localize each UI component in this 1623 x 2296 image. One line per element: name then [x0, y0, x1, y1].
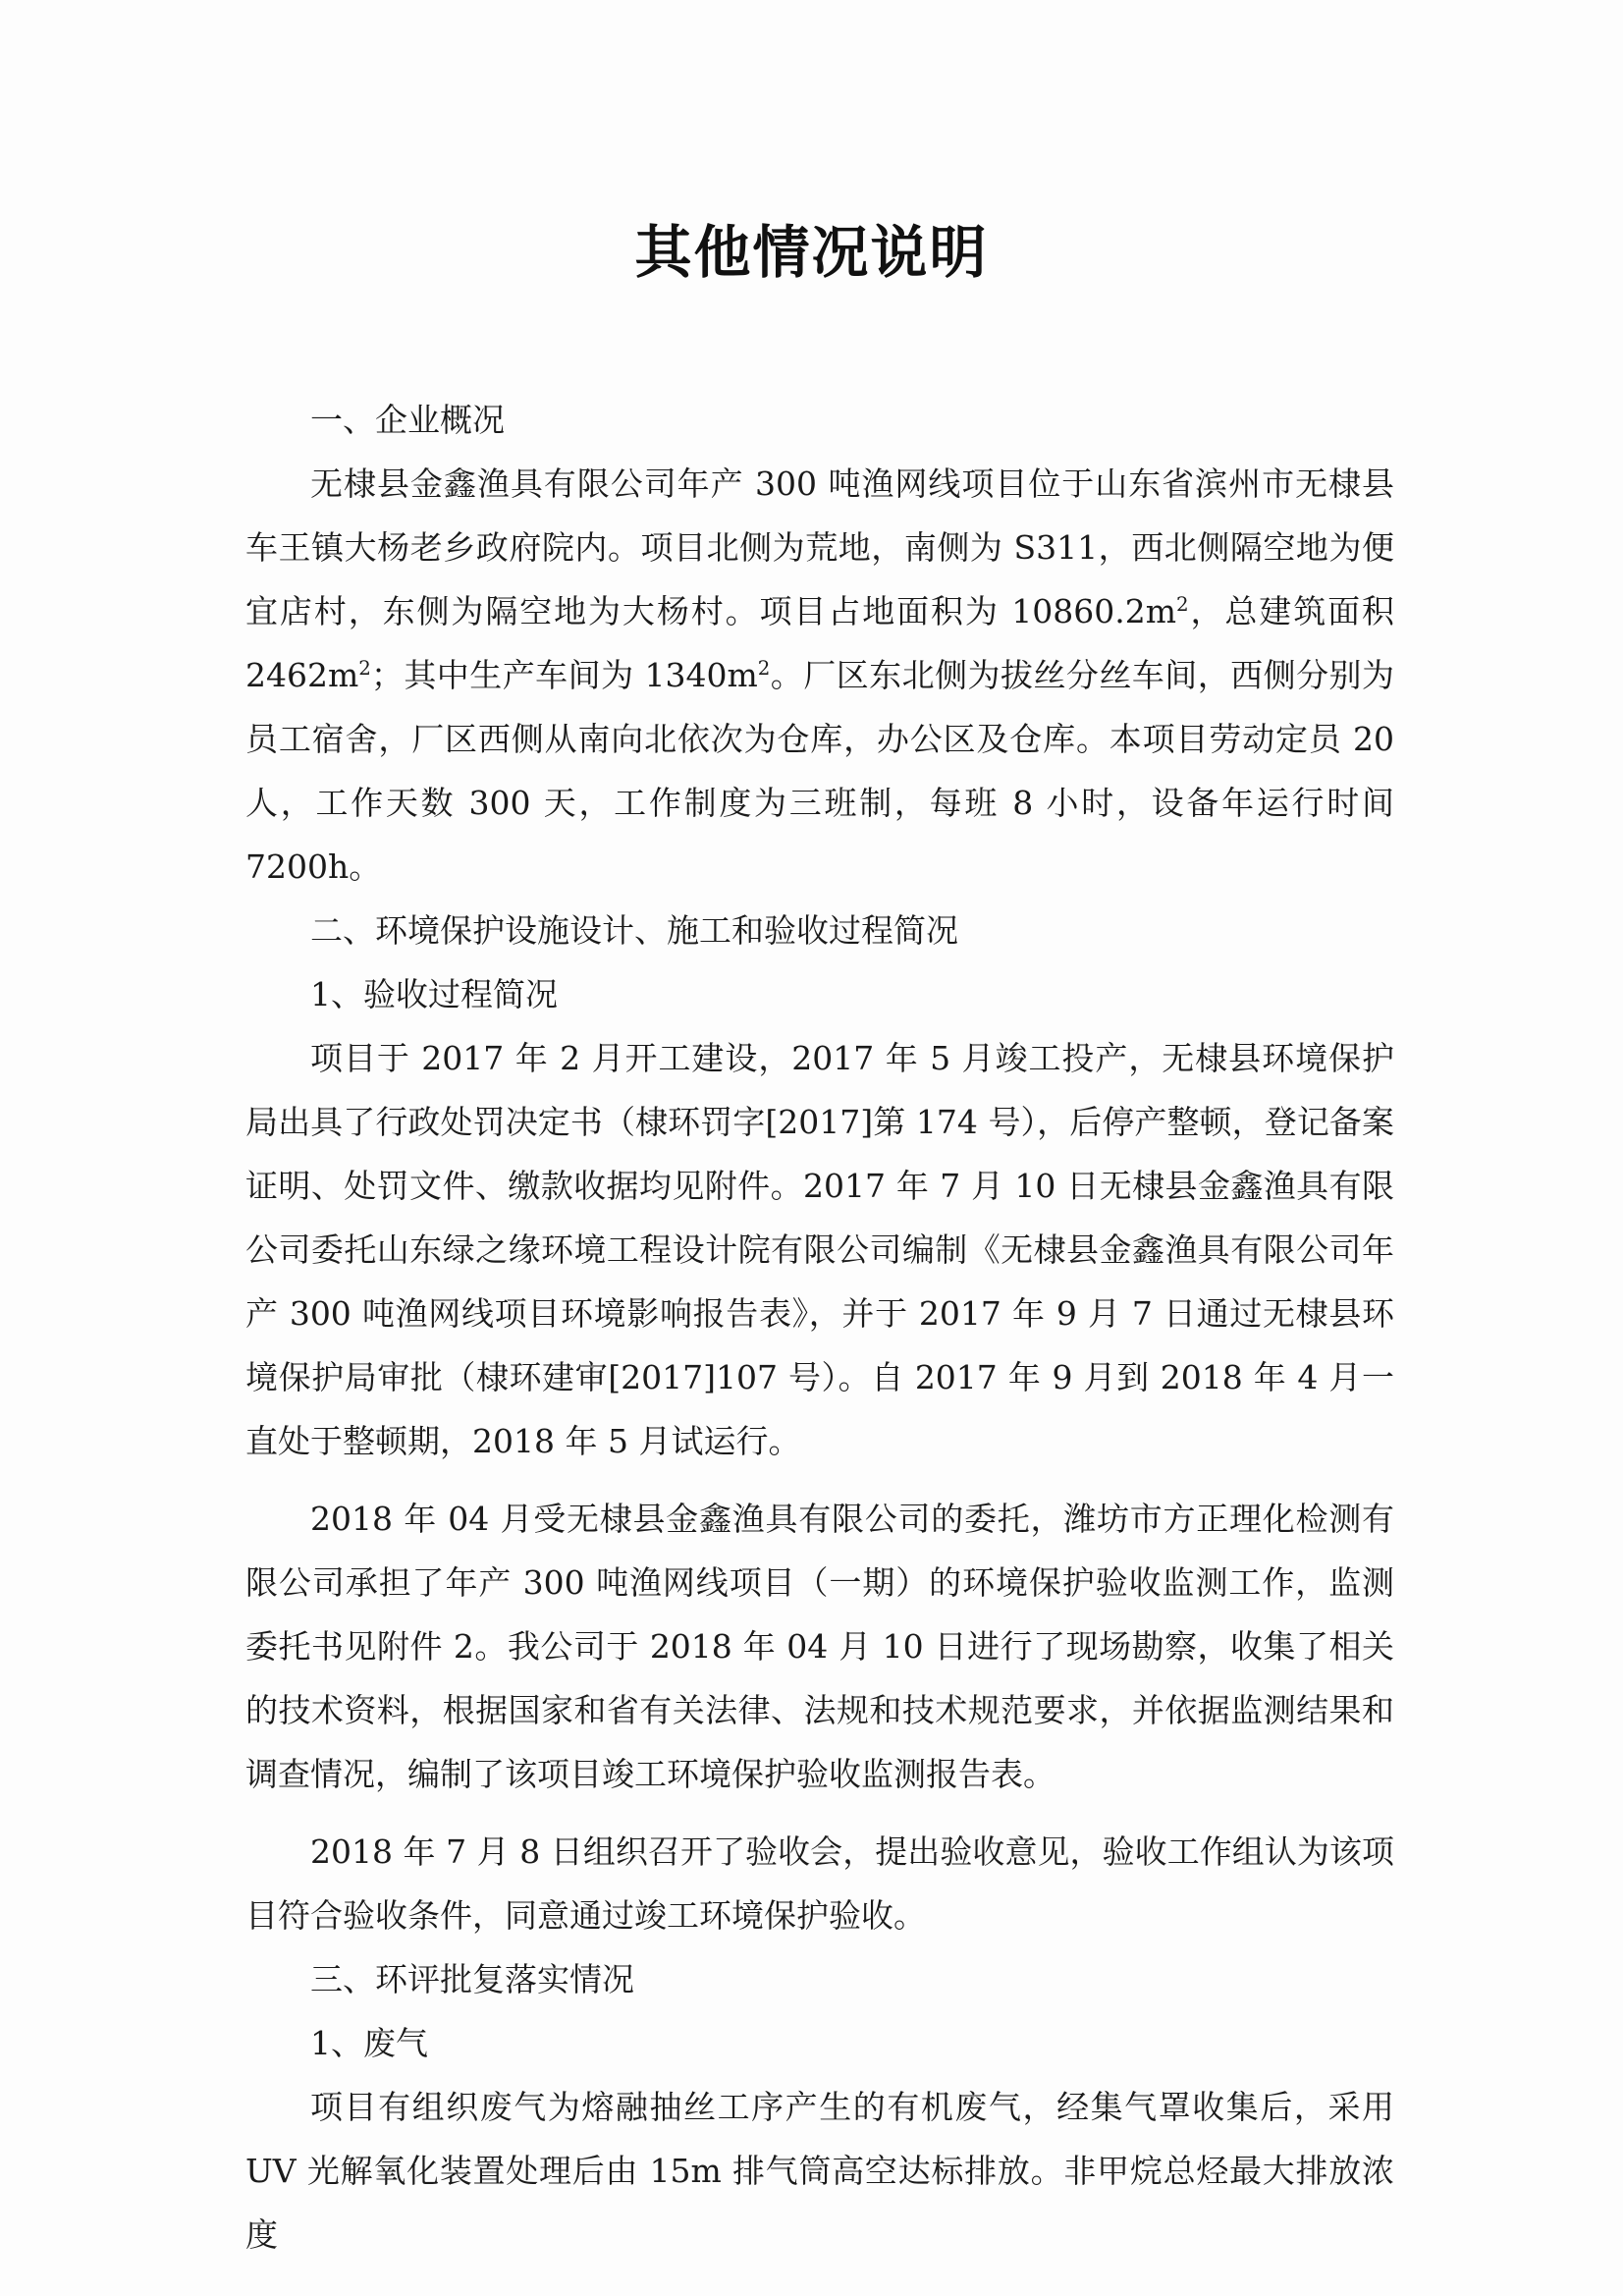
text-span: 。厂区东北侧为拔丝分丝车间，西侧分别为员工宿舍，厂区西侧从南向北依次为仓库，办公区及仓库。本项目劳动定员 20 人，工作天数 300 天，工作制度为三班制，每班 8 小时，设备年运行时间 7200h。 [245, 656, 1395, 886]
text-span: 无棣县金鑫渔具有限公司年产 300 吨渔网线项目位于山东省滨州市无棣县车王镇大杨老乡政府院内。项目北侧为荒地，南侧为 S311，西北侧隔空地为便宜店村，东侧为隔空地为大杨村。项目占地面积为 10860.2m [245, 465, 1394, 630]
superscript: 2 [757, 657, 771, 680]
section-heading-1: 一、企业概况 [310, 401, 505, 439]
text-span: ；其中生产车间为 1340m [370, 656, 758, 694]
superscript: 2 [358, 657, 371, 680]
paragraph-monitoring-commission: 2018 年 04 月受无棣县金鑫渔具有限公司的委托，潍坊市方正理化检测有限公司承担了年产 300 吨渔网线项目（一期）的环境保护验收监测工作，监测委托书见附件 2。我公司于 2018 年 04 月 10 日进行了现场勘察，收集了相关的技术资料，根据国家和省有关法律、法规和技术规范要求，并依据监测结果和调查情况，编制了该项目竣工环境保护验收监测报告表。 [245, 1500, 1394, 1793]
subsection-heading-exhaust: 1、废气 [310, 2024, 428, 2062]
section-heading-2: 二、环境保护设施设计、施工和验收过程简况 [310, 911, 958, 950]
paragraph-acceptance-meeting: 2018 年 7 月 8 日组织召开了验收会，提出验收意见，验收工作组认为该项目符合验收条件，同意通过竣工环境保护验收。 [245, 1832, 1394, 1935]
paragraph-acceptance-process: 项目于 2017 年 2 月开工建设，2017 年 5 月竣工投产，无棣县环境保护局出具了行政处罚决定书（棣环罚字[2017]第 174 号），后停产整顿，登记备案证明、处罚文件、缴款收据均见附件。2017 年 7 月 10 日无棣县金鑫渔具有限公司委托山东绿之缘环境工程设计院有限公司编制《无棣县金鑫渔具有限公司年产 300 吨渔网线项目环境影响报告表》，并于 2017 年 9 月 7 日通过无棣县环境保护局审批（棣环建审[2017]107 号）。自 2017 年 9 月到 2018 年 4 月一直处于整顿期，2018 年 5 月试运行。 [245, 1039, 1394, 1460]
text-span: ，总建筑面积 2462m [245, 592, 1395, 694]
paragraph-exhaust-gas: 项目有组织废气为熔融抽丝工序产生的有机废气，经集气罩收集后，采用 UV 光解氧化装置处理后由 15m 排气筒高空达标排放。非甲烷总烃最大排放浓度 [245, 2088, 1394, 2254]
paragraph-enterprise-overview [245, 452, 1394, 899]
subsection-heading-acceptance: 1、验收过程简况 [310, 975, 558, 1013]
document-body [245, 388, 1394, 2267]
page-title: 其他情况说明 [634, 219, 989, 286]
section-heading-3: 三、环评批复落实情况 [310, 1960, 634, 1998]
superscript: 2 [1176, 593, 1189, 616]
